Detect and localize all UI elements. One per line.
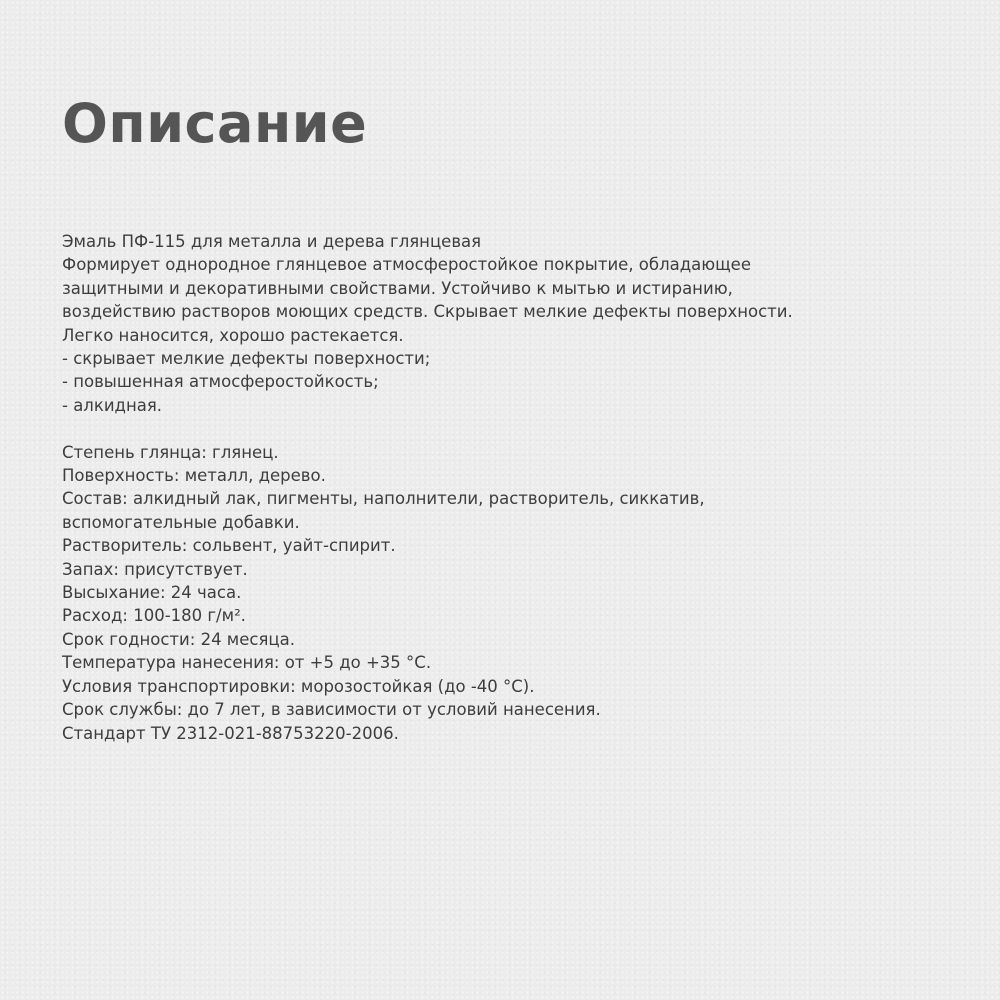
spec-standard: Стандарт ТУ 2312-021-88753220-2006. (62, 723, 399, 743)
spec-shelf-life: Срок годности: 24 месяца. (62, 629, 295, 649)
spec-odor: Запах: присутствует. (62, 559, 248, 579)
spec-solvent: Растворитель: сольвент, уайт-спирит. (62, 536, 396, 556)
feature-item: - алкидная. (62, 395, 163, 415)
feature-item: - скрывает мелкие дефекты поверхности; (62, 349, 431, 369)
spec-composition-cont: вспомогательные добавки. (62, 512, 300, 532)
description-line: воздействию растворов моющих средств. Скрывает мелкие дефекты поверхности. (62, 302, 793, 322)
spec-application-temp: Температура нанесения: от +5 до +35 °C. (62, 653, 432, 673)
spec-gloss: Степень глянца: глянец. (62, 442, 279, 462)
description-line: защитными и декоративными свойствами. Устойчиво к мытью и истиранию, (62, 278, 733, 298)
spec-drying: Высыхание: 24 часа. (62, 583, 242, 603)
feature-item: - повышенная атмосферостойкость; (62, 372, 379, 392)
spec-transport: Условия транспортировки: морозостойкая (до -40 °C). (62, 676, 535, 696)
description-body (62, 230, 982, 745)
description-line: Эмаль ПФ-115 для металла и дерева глянцевая (62, 232, 482, 251)
spec-surface: Поверхность: металл, дерево. (62, 466, 326, 486)
description-line: Формирует однородное глянцевое атмосферостойкое покрытие, обладающее (62, 255, 751, 275)
description-block (62, 230, 982, 417)
spec-composition: Состав: алкидный лак, пигменты, наполнители, растворитель, сиккатив, (62, 489, 705, 509)
spec-service-life: Срок службы: до 7 лет, в зависимости от условий нанесения. (62, 700, 601, 720)
specs-block (62, 441, 982, 745)
page-title: Описание (62, 92, 368, 155)
spec-consumption: Расход: 100-180 г/м². (62, 606, 246, 626)
description-line: Легко наносится, хорошо растекается. (62, 325, 404, 345)
